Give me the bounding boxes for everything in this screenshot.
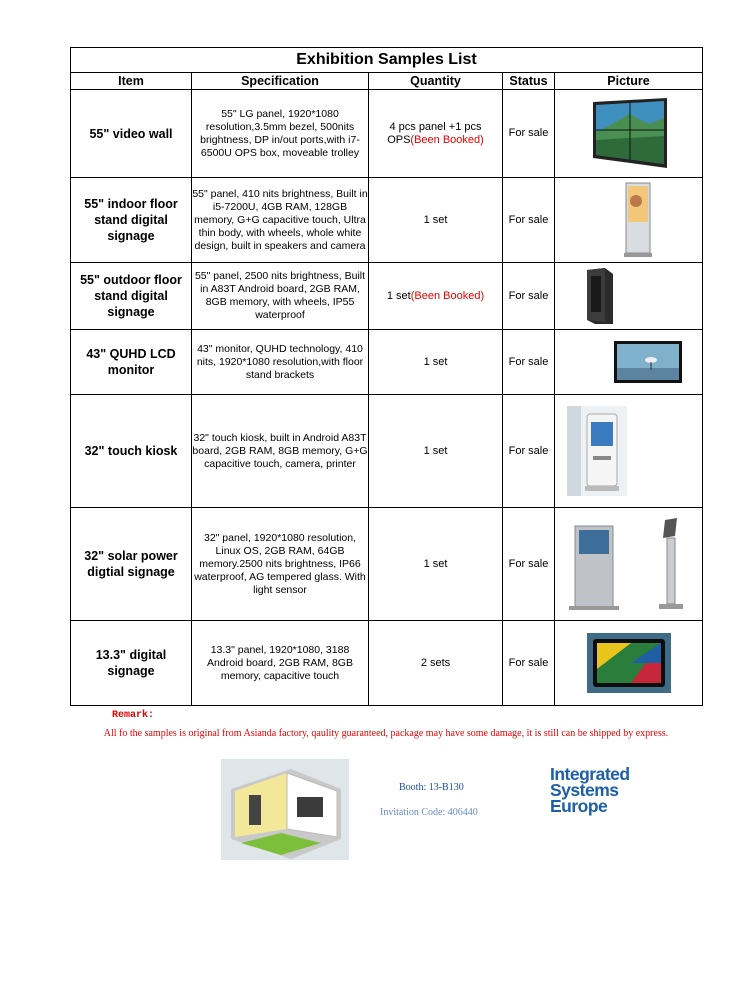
header-picture: Picture <box>555 73 703 90</box>
item-cell: 43" QUHD LCD monitor <box>71 330 192 395</box>
booked-note: (Been Booked) <box>410 289 485 302</box>
status-cell: For sale <box>503 395 555 508</box>
video-wall-photo-icon <box>589 96 669 172</box>
spec-cell: 55" panel, 2500 nits brightness, Built in A83T Android board, 2GB RAM, 8GB memory, with wheels, IP55 waterproof <box>192 263 369 330</box>
picture-cell <box>555 178 703 263</box>
status-cell: For sale <box>503 330 555 395</box>
item-cell: 32" touch kiosk <box>71 395 192 508</box>
solar-signage-photo-icon <box>565 516 693 612</box>
picture-cell <box>555 621 703 706</box>
picture-cell <box>555 395 703 508</box>
item-cell: 55" indoor floor stand digital signage <box>71 178 192 263</box>
remark-label: Remark: <box>112 710 155 721</box>
table-title: Exhibition Samples List <box>71 48 703 73</box>
item-cell: 55" video wall <box>71 90 192 178</box>
table-row <box>71 263 703 330</box>
quantity-text: 1 set <box>423 355 448 368</box>
quantity-text: 4 pcs panel +1 pcs OPS <box>387 120 482 146</box>
status-cell: For sale <box>503 621 555 706</box>
table-row <box>71 395 703 508</box>
lcd-monitor-photo-icon <box>613 340 683 384</box>
quantity-cell <box>369 90 503 178</box>
quantity-cell <box>369 263 503 330</box>
status-cell: For sale <box>503 178 555 263</box>
picture-cell <box>555 263 703 330</box>
logo-line: Systems <box>550 780 619 800</box>
quantity-cell <box>369 178 503 263</box>
touch-kiosk-photo-icon <box>567 406 627 496</box>
header-quantity: Quantity <box>369 73 503 90</box>
item-cell: 55" outdoor floor stand digital signage <box>71 263 192 330</box>
table-row <box>71 508 703 621</box>
spec-cell: 13.3" panel, 1920*1080, 3188 Android board, 2GB RAM, 8GB memory, capacitive touch <box>192 621 369 706</box>
table-row <box>71 621 703 706</box>
header-item: Item <box>71 73 192 90</box>
quantity-cell <box>369 621 503 706</box>
table-row <box>71 90 703 178</box>
remark-text: All fo the samples is original from Asianda factory, qaulity guaranteed, package may have some damage, it is still can be shipped by express. <box>103 728 669 739</box>
quantity-cell <box>369 508 503 621</box>
samples-table <box>70 47 703 706</box>
small-signage-photo-icon <box>587 633 671 693</box>
header-status: Status <box>503 73 555 90</box>
quantity-text: 2 sets <box>420 656 451 669</box>
booth-number: Booth: 13-B130 <box>399 782 464 793</box>
floor-stand-signage-photo-icon <box>623 181 653 259</box>
outdoor-signage-photo-icon <box>583 266 615 326</box>
item-cell: 32" solar power digtial signage <box>71 508 192 621</box>
table-row <box>71 330 703 395</box>
invitation-code: Invitation Code: 406440 <box>380 807 478 818</box>
quantity-text: 1 set <box>423 444 448 457</box>
spec-cell: 32" panel, 1920*1080 resolution, Linux OS, 2GB RAM, 64GB memory.2500 nits brightness, IP66 waterproof, AG tempered glass. With light sensor <box>192 508 369 621</box>
quantity-text: 1 set <box>423 213 448 226</box>
spec-cell: 32" touch kiosk, built in Android A83T board, 2GB RAM, 8GB memory, G+G capacitive touch, camera, printer <box>192 395 369 508</box>
spec-cell: 55" LG panel, 1920*1080 resolution,3.5mm bezel, 500nits brightness, DP in/out ports,with i7-6500U OPS box, moveable trolley <box>192 90 369 178</box>
booth-render-icon <box>221 759 349 860</box>
ise-logo <box>550 766 646 822</box>
picture-cell <box>555 508 703 621</box>
picture-cell <box>555 330 703 395</box>
status-cell: For sale <box>503 263 555 330</box>
quantity-cell <box>369 330 503 395</box>
status-cell: For sale <box>503 508 555 621</box>
booked-note: (Been Booked) <box>410 133 484 146</box>
spec-cell: 43" monitor, QUHD technology, 410 nits, 1920*1080 resolution,with floor stand brackets <box>192 330 369 395</box>
spec-cell: 55" panel, 410 nits brightness, Built in i5-7200U, 4GB RAM, 128GB memory, G+G capacitive touch, Ultra thin body, with wheels, whole white design, built in speakers and camera <box>192 178 369 263</box>
item-cell: 13.3" digital signage <box>71 621 192 706</box>
header-specification: Specification <box>192 73 369 90</box>
picture-cell <box>555 90 703 178</box>
quantity-text: 1 set <box>386 289 411 302</box>
quantity-text: 1 set <box>423 557 448 570</box>
status-cell: For sale <box>503 90 555 178</box>
table-row <box>71 178 703 263</box>
logo-line: Integrated <box>550 764 630 784</box>
logo-line: Europe <box>550 796 608 816</box>
quantity-cell <box>369 395 503 508</box>
